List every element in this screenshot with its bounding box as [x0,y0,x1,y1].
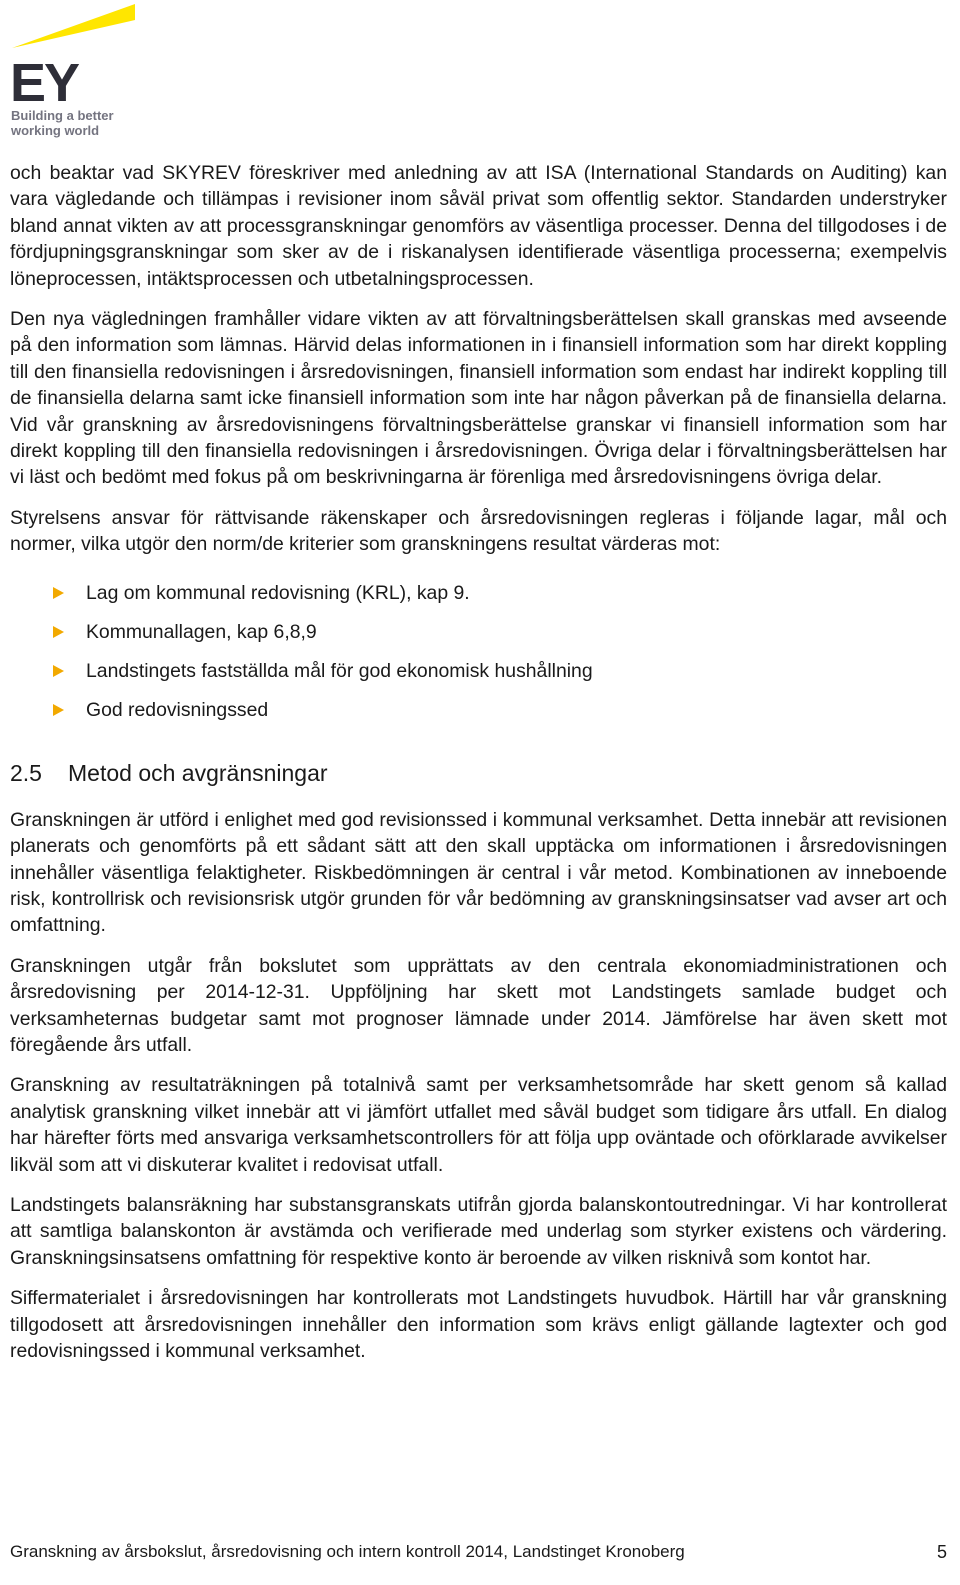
paragraph-resultatrakningen: Granskning av resultaträkningen på totalnivå samt per verksamhetsområde har skett genom så kallad analytisk granskning vilket innebär att vi jämfört utfallet med såväl budget som tidigare års utfall. En dialog har härefter förts med ansvariga verksamhetscontrollers för att följa upp oväntade och oförklarade avvikelser likväl som att vi diskuterar kvalitet i redovisat utfall. [10,1074,947,1176]
footer-text: Granskning av årsbokslut, årsredovisning och intern kontroll 2014, Landstinget Kronoberg [10,1542,685,1561]
section-heading [10,759,947,787]
section-number: 2.5 [10,759,42,786]
paragraph-forvaltningsberattelse: Den nya vägledningen framhåller vidare vikten av att förvaltningsberättelsen skall granskas med avseende på den information som lämnas. Härvid delas informationen in i finansiell information som har direkt koppling till den finansiella redovisningen i årsredovisningen, finansiell information som endast har indirekt koppling till de finansiella delarna samt icke finansiell information som inte har någon påverkan på de finansiella delarna. Vid vår granskning av årsredovisningens förvaltningsberättelse granskar vi finansiell information som har direkt koppling till den finansiella redovisningen i årsredovisningen. Övriga delar i förvaltningsberättelsen har vi läst och bedömt med fokus på om beskrivningarna är förenliga med årsredovisningens övriga delar. [10,308,947,489]
logo-tagline-line1: Building a better [11,108,114,123]
logo-tagline-line2: working world [11,123,100,138]
list-item [10,658,947,684]
list-item-text: Landstingets fastställda mål för god ekonomisk hushållning [86,659,593,682]
triangle-bullet-icon [53,665,64,677]
logo-beam [12,4,135,48]
list-item [10,619,947,645]
paragraph-bokslutet: Granskningen utgår från bokslutet som upprättats av den centrala ekonomiadministrationen och årsredovisning per 2014-12-31. Uppföljning har skett mot Landstingets samlade budget och verksamheternas budgetar samt mot prognoser lämnade under 2014. Jämförelse har även skett mot föregående års utfall. [10,954,947,1056]
page-number: 5 [936,1542,947,1562]
ey-logo-graphic [10,4,138,139]
list-item [10,697,947,723]
paragraph-isa-standards: och beaktar vad SKYREV föreskriver med anledning av att ISA (International Standards on Auditing) kan vara vägledande och tillämpas i revisioner inom såväl privat som offentlig sektor. Standarden understryker bland annat vikten av att processgranskningar genomförs av väsentliga processer. Denna del tillgodoses i de fördjupningsgranskningar som sker av de i riskanalysen identifierade väsentliga processerna; exempelvis löneprocessen, intäktsprocessen och utbetalningsprocessen. [10,162,947,290]
triangle-bullet-icon [53,704,64,716]
list-item-text: God redovisningssed [86,698,269,721]
list-item-text: Lag om kommunal redovisning (KRL), kap 9. [86,581,470,604]
criteria-list [10,580,947,723]
ey-logo [10,4,138,139]
page-footer [10,1542,947,1562]
triangle-bullet-icon [53,626,64,638]
paragraph-styrelsens-ansvar: Styrelsens ansvar för rättvisande räkenskaper och årsredovisningen regleras i följande lagar, mål och normer, vilka utgör den norm/de kriterier som granskningens resultat värderas mot: [10,506,947,556]
paragraph-revisionssed: Granskningen är utförd i enlighet med god revisionssed i kommunal verksamhet. Detta innebär att revisionen planerats och genomförts på ett sådant sätt att den skall upptäcka om informationen i årsredovisningen innehåller väsentliga felaktigheter. Riskbedömningen är central i vår metod. Kombinationen av inneboende risk, kontrollrisk och revisionsrisk utgör grunden för vår bedömning av granskningsinsatser vad avser art och omfattning. [10,808,947,937]
list-item-text: Kommunallagen, kap 6,8,9 [86,620,317,643]
triangle-bullet-icon [53,587,64,599]
paragraph-balansrakning: Landstingets balansräkning har substansgranskats utifrån gjorda balanskontoutredningar. Vi har kontrollerat att samtliga balanskonton är avstämda och verifierade med underlag som styrker existens och värdering. Granskningsinsatsens omfattning för respektive konto är beroende av vilken risknivå som kontot har. [10,1193,947,1269]
logo-wordmark: EY [10,53,79,113]
list-item [10,580,947,606]
document-body [10,160,947,1378]
section-title: Metod och avgränsningar [68,759,328,786]
paragraph-siffermaterialet: Siffermaterialet i årsredovisningen har kontrollerats mot Landstingets huvudbok. Härtill har vår granskning tillgodosett att årsredovisningen innehåller den information som krävs enligt gällande lagtexter och god redovisningssed i kommunal verksamhet. [10,1287,947,1362]
